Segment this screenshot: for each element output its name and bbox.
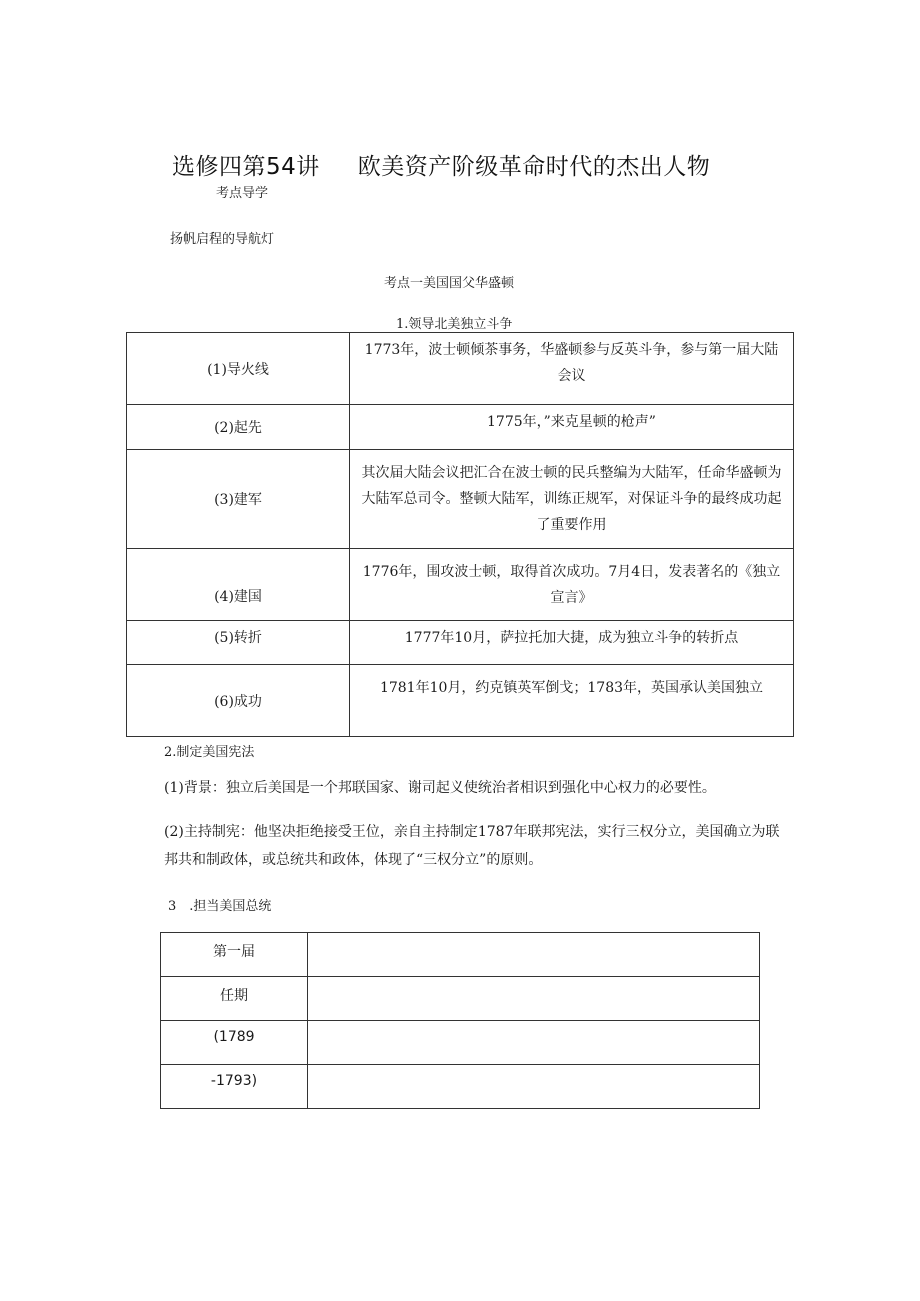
background-paragraph: (1)背景：独立后美国是一个邦联国家、谢司起义使统治者相识到强化中心权力的必要性。 <box>164 780 716 796</box>
row-content: 1777年10月，萨拉托加大捷，成为独立斗争的转折点 <box>350 621 794 665</box>
table-row <box>161 1065 760 1109</box>
row-content: 其次届大陆会议把汇合在波士顿的民兵整编为大陆军，任命华盛顿为大陆军总司令。整顿大陆军，训练正规军，对保证斗争的最终成功起了重要作用 <box>350 450 794 549</box>
guide-text: 扬帆启程的导航灯 <box>170 232 275 247</box>
row-content: 1781年10月，约克镇英军倒戈；1783年，英国承认美国独立 <box>350 665 794 737</box>
row-content <box>308 977 760 1021</box>
table-row <box>127 549 794 621</box>
constitution-paragraph: (2)主持制宪：他坚决拒绝接受王位，亲自主持制定1787年联邦宪法，实行三权分立，美国确立为联邦共和制政体，或总统共和政体，体现了“三权分立”的原则。 <box>164 824 780 868</box>
page-title <box>172 148 710 181</box>
row-content: 1776年，围攻波士顿，取得首次成功。7月4日，发表著名的《独立宣言》 <box>350 549 794 621</box>
presidency-table <box>160 932 760 1109</box>
row-content <box>308 1065 760 1109</box>
leadership-table <box>126 332 794 737</box>
table-row <box>161 933 760 977</box>
row-label: 任期 <box>161 977 308 1021</box>
row-label: (6)成功 <box>127 665 350 737</box>
row-label: (4)建国 <box>127 549 350 621</box>
item3-heading: 3 .担当美国总统 <box>168 899 272 914</box>
row-label: 第一届 <box>161 933 308 977</box>
row-content: 1773年，波士顿倾茶事务，华盛顿参与反英斗争，参与第一届大陆会议 <box>350 333 794 405</box>
row-label: (1789 <box>161 1021 308 1065</box>
table-row <box>127 405 794 450</box>
row-label: (5)转折 <box>127 621 350 665</box>
table-row <box>161 1021 760 1065</box>
table-row <box>127 621 794 665</box>
page-title-lecture: 选修四第54讲 <box>172 154 320 180</box>
item1-heading: 1.领导北美独立斗争 <box>396 317 513 332</box>
item2-heading: 2.制定美国宪法 <box>164 745 255 760</box>
table-row <box>127 665 794 737</box>
table-row <box>127 450 794 549</box>
row-label: (1)导火线 <box>127 333 350 405</box>
table-row <box>161 977 760 1021</box>
row-content: 1775年，”来克星顿的枪声” <box>350 405 794 450</box>
subtitle: 考点导学 <box>216 186 269 201</box>
row-label: (2)起先 <box>127 405 350 450</box>
table-row <box>127 333 794 405</box>
row-content <box>308 1021 760 1065</box>
row-content <box>308 933 760 977</box>
page-title-topic: 欧美资产阶级革命时代的杰出人物 <box>357 154 711 180</box>
section-heading: 考点一美国国父华盛顿 <box>384 276 515 291</box>
row-label: (3)建军 <box>127 450 350 549</box>
row-label: -1793) <box>161 1065 308 1109</box>
